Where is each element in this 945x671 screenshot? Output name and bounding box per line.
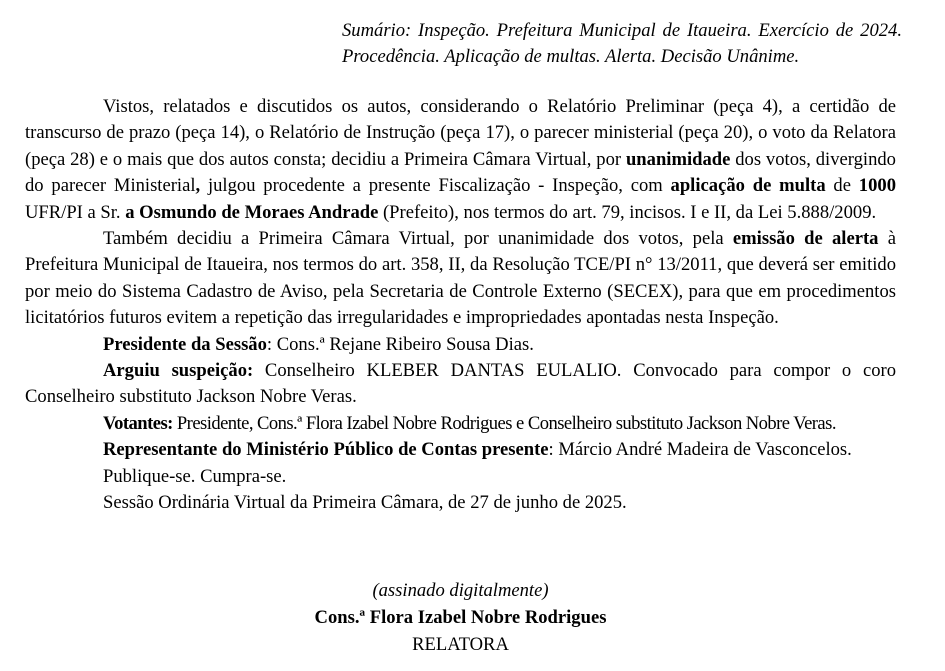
emphasis-unanimity: unanimidade [625,148,731,170]
suspicion-note [25,358,896,411]
text-segment: dos votos, divergindo do parecer Ministerial [25,148,896,197]
emphasis-fine: aplicação de multa [670,175,826,197]
emphasis-person-name: a Osmundo de Moraes Andrade [125,201,379,223]
prosecutor-value: : Márcio André Madeira de Vasconcelos. [548,439,852,461]
president-label: Presidente da Sessão [103,333,267,355]
signature-note: (assinado digitalmente) [372,580,549,601]
text-segment: de [825,175,859,197]
text-segment: (Prefeito), nos termos do art. 79, incisos. I e II, da Lei 5.888/2009. [378,201,877,223]
text-segment: UFR/PI a Sr. [25,201,126,223]
prosecutor [25,437,896,463]
paragraph-decision [25,94,896,226]
voters-label: Votantes: [103,412,173,434]
text-segment: Também decidiu a Primeira Câmara Virtual, por unanimidade dos votos, pela [103,228,733,250]
decision-body [25,94,896,517]
text-segment: Vistos, relatados e discutidos os autos, considerando o Relatório Preliminar (peça 4), a certidão de transcurso de prazo (peça 14), o Relatório de Instrução (peça 17), o parecer ministerial (peça 20), o voto da Relatora (peça 28) e o mais que dos autos consta; decidiu a Primeira Câmara Virtual, por [25,96,896,170]
text-segment: à Prefeitura Municipal de Itaueira, nos termos do art. 358, II, da Resolução TCE/PI n° 13/2011, que deverá ser emitido por meio do Sistema Cadastro de Aviso, pela Secretaria de Controle Externo (SECEX), para que em procedimentos licitatórios futuros evitem a repetição das irregularidades e impropriedades apontadas nesta Inspeção. [25,228,896,329]
session-president [25,332,896,358]
emphasis-comma: , [195,175,201,197]
voters [25,411,896,437]
voters-value: Presidente, Cons.ª Flora Izabel Nobre Rodrigues e Conselheiro substituto Jackson Nobre Veras. [172,412,836,434]
suspicion-value: Conselheiro KLEBER DANTAS EULALIO. Convocado para compor o coro Conselheiro substituto Jackson Nobre Veras. [25,360,896,408]
prosecutor-label: Representante do Ministério Público de Contas presente [103,439,549,461]
signatory-role: RELATORA [412,634,509,655]
paragraph-alert [25,226,896,332]
decision-summary: Sumário: Inspeção. Prefeitura Municipal de Itaueira. Exercício de 2024. Procedência. Aplicação de multas. Alerta. Decisão Unânime. [342,20,902,67]
text-segment: julgou procedente a presente Fiscalização - Inspeção, com [200,175,671,197]
publication-order: Publique-se. Cumpra-se. [103,465,287,487]
emphasis-alert: emissão de alerta [732,228,879,250]
emphasis-fine-amount: 1000 [858,175,896,197]
president-value: : Cons.ª Rejane Ribeiro Sousa Dias. [266,333,534,355]
session-date: Sessão Ordinária Virtual da Primeira Câmara, de 27 de junho de 2025. [103,492,627,514]
signatory-name: Cons.ª Flora Izabel Nobre Rodrigues [314,607,607,628]
suspicion-label: Arguiu suspeição: [103,360,254,382]
